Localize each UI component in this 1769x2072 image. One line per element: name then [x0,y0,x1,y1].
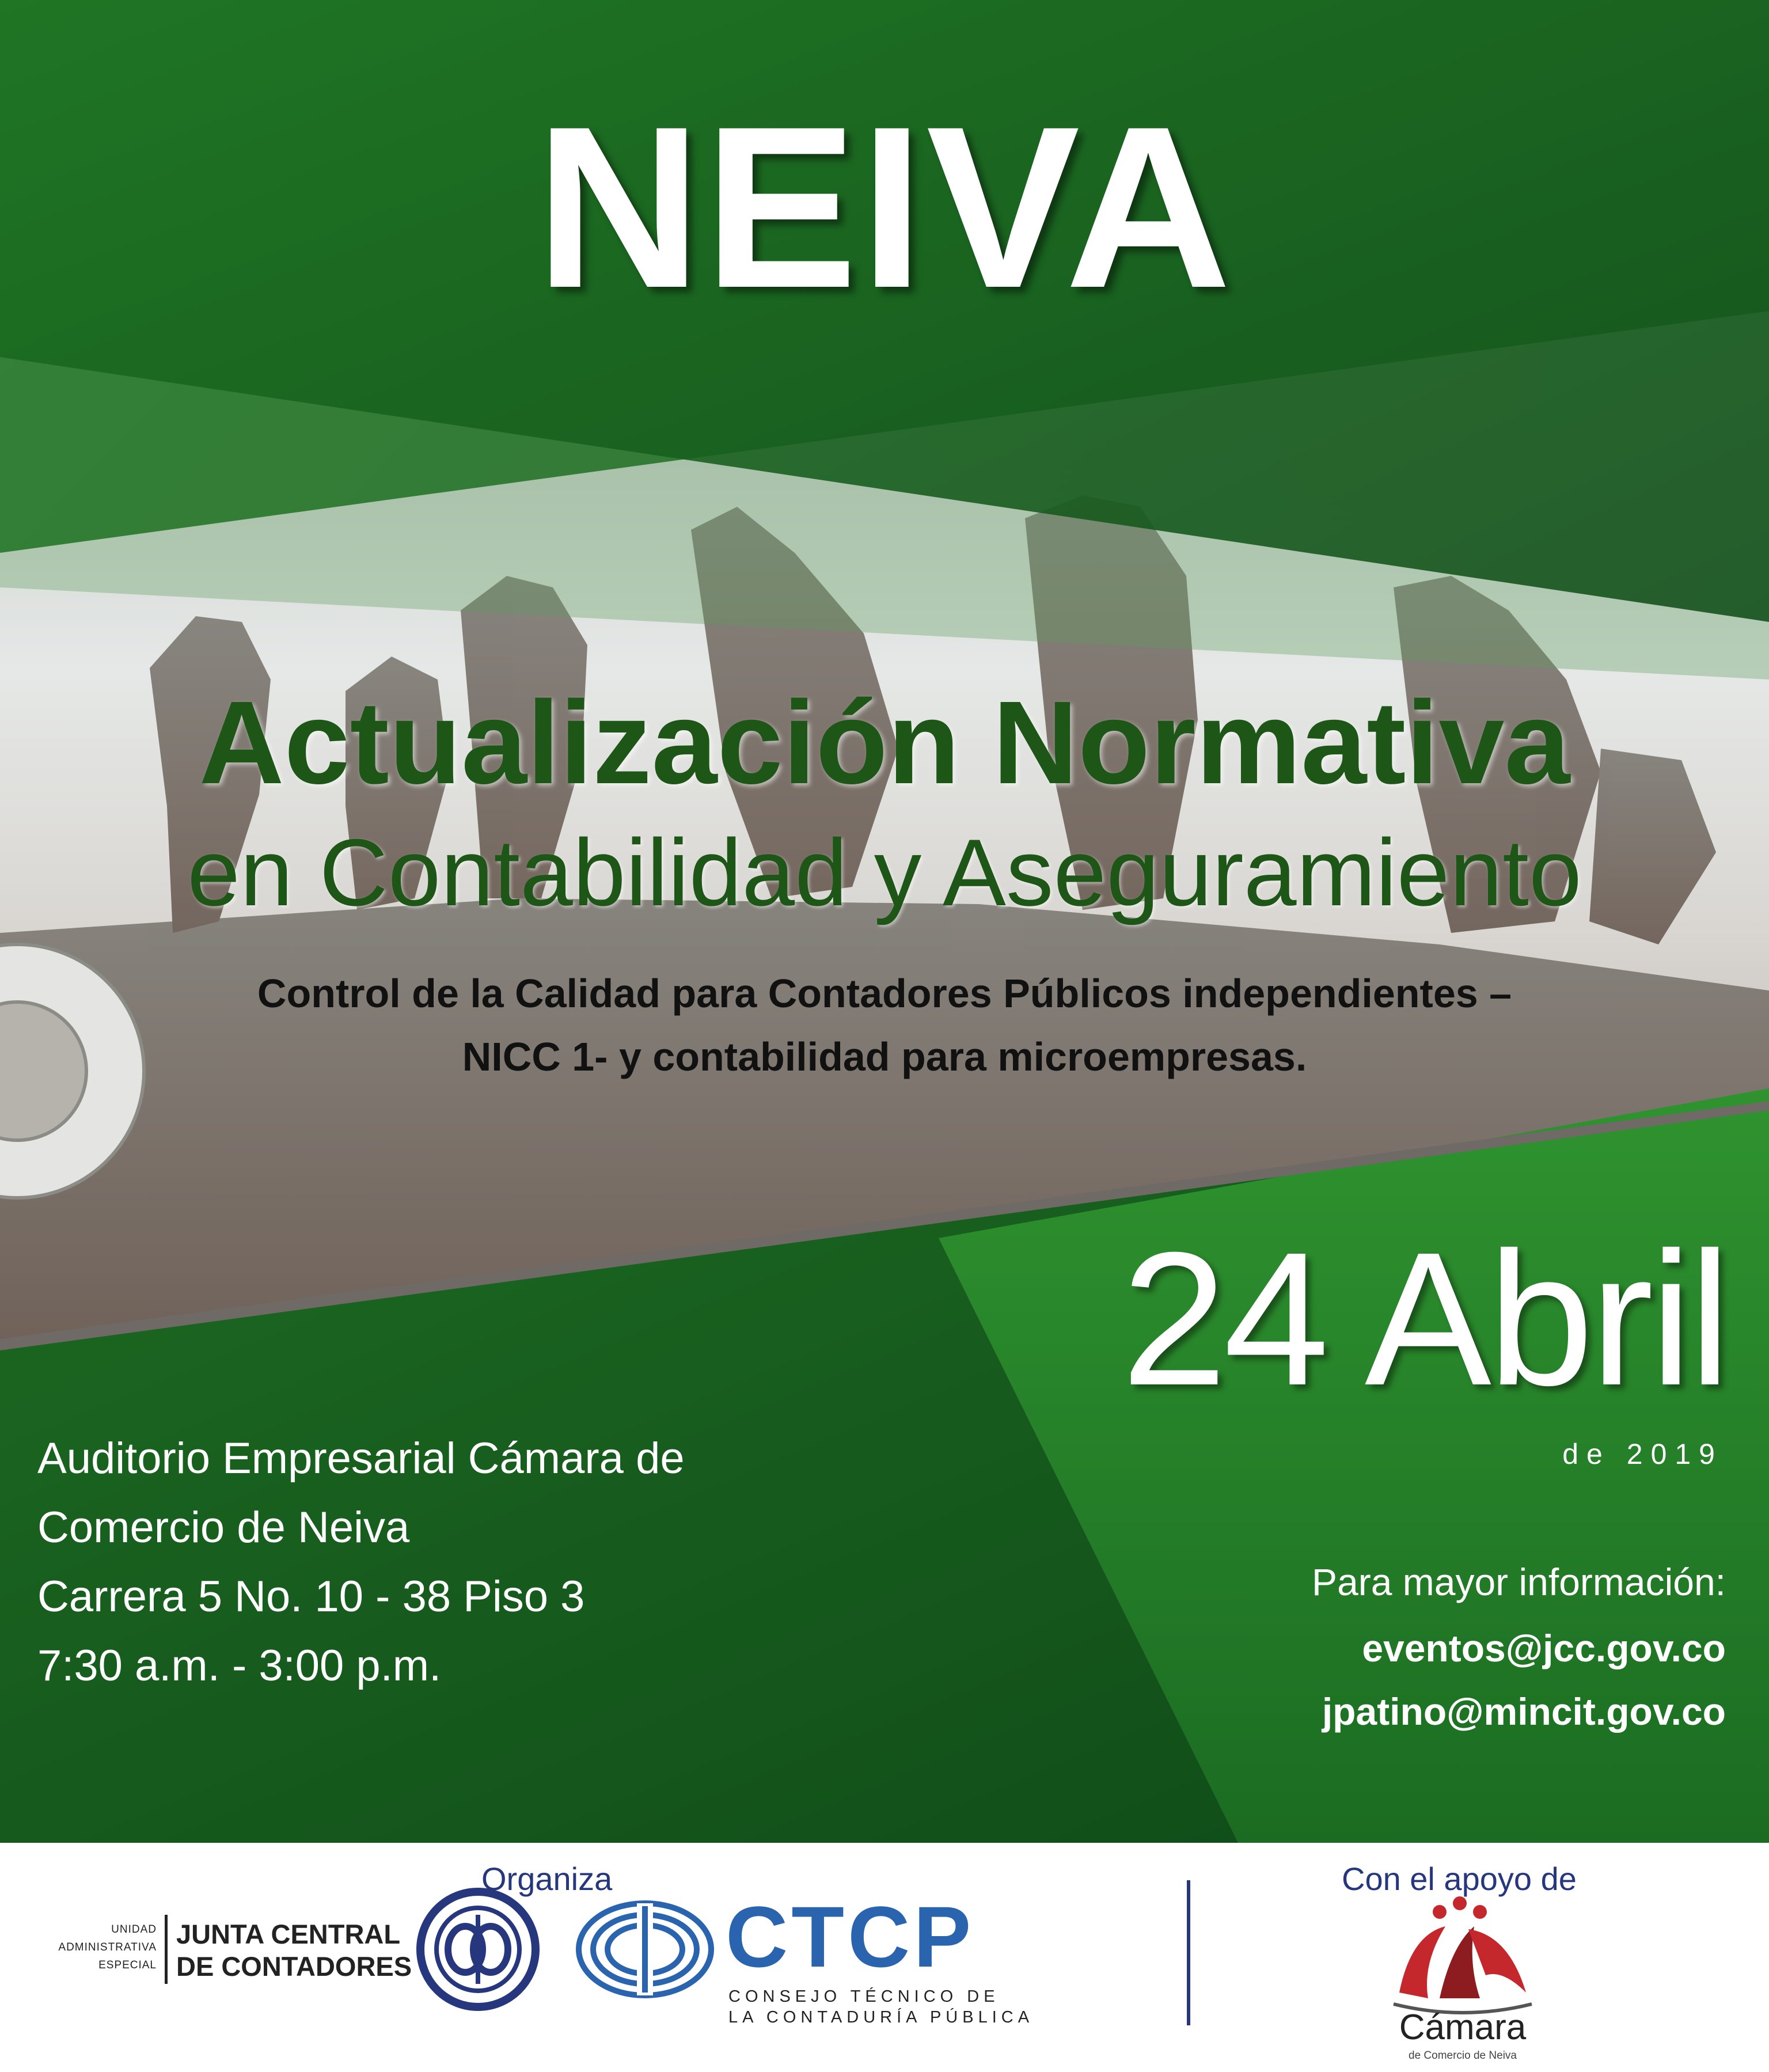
organiza-label: Organiza [481,1861,613,1897]
event-description-line-2: NICC 1- y contabilidad para microempresas. [462,1034,1307,1079]
ctcp-acronym: CTCP [726,1888,975,1985]
event-subtitle: en Contabilidad y Aseguramiento [187,819,1582,925]
jcc-logo-name [176,1918,412,1983]
venue-line-4: 7:30 a.m. - 3:00 p.m. [37,1641,442,1690]
venue-line-1: Auditorio Empresarial Cámara de [37,1434,685,1483]
ctcp-line-1: CONSEJO TÉCNICO DE [728,1987,1000,2006]
jcc-seal-icon [420,1892,536,2007]
camara-logo-name: Cámara [1399,2008,1527,2047]
event-description-line-1: Control de la Calidad para Contadores Públicos independientes – [257,971,1512,1016]
contact-label: Para mayor información: [1312,1561,1726,1603]
jcc-name-line-2: DE CONTADORES [176,1951,412,1982]
footer-divider [1187,1880,1190,2025]
jcc-small-line-2: ADMINISTRATIVA [58,1941,157,1953]
venue-line-2: Comercio de Neiva [37,1503,410,1552]
event-title: Actualización Normativa [199,677,1570,809]
event-date: 24 Abril [1121,1212,1728,1425]
city-title: NEIVA [535,78,1234,336]
jcc-logo-small-text [40,1921,157,1974]
venue-line-3: Carrera 5 No. 10 - 38 Piso 3 [37,1572,585,1621]
jcc-name-line-1: JUNTA CENTRAL [176,1919,401,1949]
camara-logo-sub: de Comercio de Neiva [1409,2050,1517,2062]
jcc-logo-separator [165,1915,168,1984]
contact-email-mincit[interactable]: jpatino@mincit.gov.co [1322,1690,1726,1733]
apoyo-label: Con el apoyo de [1342,1861,1577,1897]
event-year: de 2019 [1562,1438,1723,1470]
jcc-small-line-1: UNIDAD [111,1923,157,1936]
ctcp-line-2: LA CONTADURÍA PÚBLICA [728,2008,1034,2027]
contact-email-jcc[interactable]: eventos@jcc.gov.co [1362,1627,1726,1669]
jcc-small-line-3: ESPECIAL [98,1959,157,1971]
